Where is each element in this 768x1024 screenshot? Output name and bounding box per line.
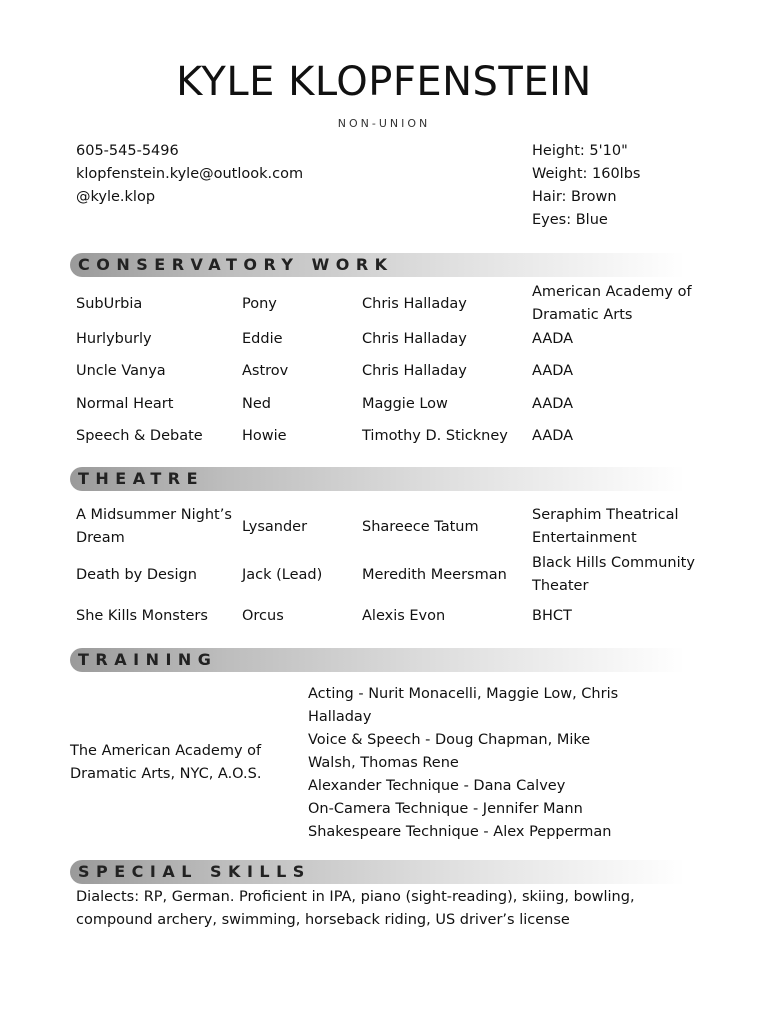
email-address: klopfenstein.kyle@outlook.com <box>76 166 304 182</box>
section-header-theatre <box>70 467 685 491</box>
credit-venue: BHCT <box>532 608 572 624</box>
credit-row <box>76 360 696 383</box>
section-header-training <box>70 648 685 672</box>
credit-venue: AADA <box>532 396 574 412</box>
credit-role: Howie <box>242 428 287 444</box>
credit-director: Meredith Meersman <box>362 566 507 583</box>
credit-row <box>76 425 696 448</box>
credit-role: Astrov <box>242 363 289 379</box>
credit-venue: AADA <box>532 363 574 379</box>
section-title: CONSERVATORY WORK <box>78 255 394 274</box>
training-item: Voice & Speech - Doug Chapman, Mike Walsh, Thomas Rene <box>308 732 591 771</box>
credit-row <box>76 393 696 416</box>
stat-hair: Hair: Brown <box>532 189 617 205</box>
training-school: The American Academy of Dramatic Arts, NYC, A.O.S. <box>70 743 262 782</box>
credit-role: Lysander <box>242 518 308 535</box>
section-title: THEATRE <box>78 469 205 488</box>
training-item: Acting - Nurit Monacelli, Maggie Low, Chris Halladay <box>308 686 619 725</box>
credit-title: Speech & Debate <box>76 428 203 444</box>
credit-director: Chris Halladay <box>362 331 467 347</box>
section-header-skills <box>70 860 685 884</box>
credit-director: Timothy D. Stickney <box>362 428 508 444</box>
credit-director: Shareece Tatum <box>362 518 479 535</box>
credit-venue: American Academy of Dramatic Arts <box>532 284 692 323</box>
social-handle: @kyle.klop <box>76 189 156 205</box>
credit-title: Death by Design <box>76 566 197 583</box>
credit-venue: AADA <box>532 428 574 444</box>
credit-venue: AADA <box>532 331 574 347</box>
training-item: Shakespeare Technique - Alex Pepperman <box>308 824 612 840</box>
credit-row <box>76 552 696 598</box>
credit-title: A Midsummer Night’s Dream <box>76 507 232 546</box>
credit-row <box>76 504 696 550</box>
stat-height: Height: 5'10" <box>532 143 628 159</box>
credit-venue: Seraphim Theatrical Entertainment <box>532 507 679 546</box>
credit-title: Normal Heart <box>76 396 174 412</box>
credit-director: Maggie Low <box>362 396 448 412</box>
credit-role: Orcus <box>242 608 284 624</box>
credit-title: SubUrbia <box>76 295 143 312</box>
credit-row <box>76 281 696 327</box>
credit-row <box>76 605 696 628</box>
credit-director: Alexis Evon <box>362 608 446 624</box>
stat-weight: Weight: 160lbs <box>532 166 641 182</box>
union-status: NON-UNION <box>337 117 431 130</box>
section-header-conservatory <box>70 253 685 277</box>
credit-venue: Black Hills Community Theater <box>532 555 695 594</box>
credit-director: Chris Halladay <box>362 295 467 312</box>
training-item: Alexander Technique - Dana Calvey <box>308 778 566 794</box>
credit-title: She Kills Monsters <box>76 608 208 624</box>
credit-title: Uncle Vanya <box>76 363 166 379</box>
training-item: On-Camera Technique - Jennifer Mann <box>308 801 583 817</box>
training-list <box>308 683 628 844</box>
credit-role: Pony <box>242 295 277 312</box>
physical-stats <box>532 140 640 232</box>
credit-role: Jack (Lead) <box>242 566 323 583</box>
section-title: SPECIAL SKILLS <box>78 862 311 881</box>
special-skills-text: Dialects: RP, German. Proficient in IPA, piano (sight-reading), skiing, bowling, compound archery, swimming, horseback riding, US driver’s license <box>76 889 635 928</box>
phone-number: 605-545-5496 <box>76 143 179 159</box>
credit-role: Eddie <box>242 331 283 347</box>
contact-info <box>76 140 303 209</box>
credit-role: Ned <box>242 396 271 412</box>
credit-title: Hurlyburly <box>76 331 152 347</box>
stat-eyes: Eyes: Blue <box>532 212 608 228</box>
credit-director: Chris Halladay <box>362 363 467 379</box>
credit-row <box>76 328 696 351</box>
actor-name: KYLE KLOPFENSTEIN <box>176 59 592 105</box>
section-title: TRAINING <box>78 650 218 669</box>
